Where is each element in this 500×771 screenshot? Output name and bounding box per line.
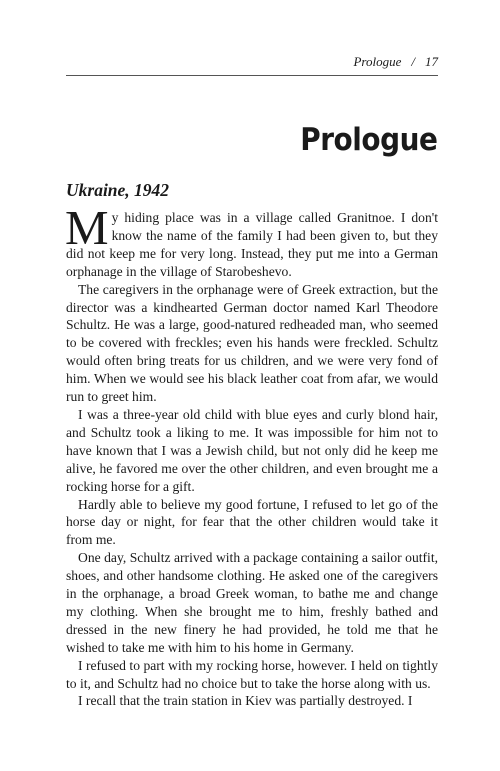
paragraph: One day, Schultz arrived with a package containing a sailor outfit, shoes, and other handsome clothing. He asked one of the caregivers in the orphanage, a broad Greek woman, to bathe me and change my clothing. When she brought me to him, freshly bathed and dressed in the new finery he had provided, he told me that he wished to take me with him to his home in Germany. <box>66 550 438 655</box>
paragraph: I recall that the train station in Kiev was partially destroyed. I <box>78 693 413 709</box>
running-header-separator: / <box>411 54 415 69</box>
page-number: 17 <box>425 54 438 69</box>
paragraph <box>65 200 438 281</box>
paragraph: I refused to part with my rocking horse, however. I held on tightly to it, and Schultz had no choice but to take the horse along with us. <box>66 657 438 691</box>
section-heading: Ukraine, 1942 <box>66 180 170 200</box>
body-text <box>65 200 438 710</box>
paragraph: Hardly able to believe my good fortune, I refused to let go of the horse day or night, for fear that the other children would take it from me. <box>66 496 438 548</box>
chapter-title: Prologue <box>300 122 438 158</box>
drop-cap: M <box>65 200 109 255</box>
running-header <box>66 54 438 76</box>
paragraph: I was a three-year old child with blue eyes and curly blond hair, and Schultz took a liking to me. It was impossible for him not to have known that I was a Jewish child, but not only did he keep me alive, he favored me over the other children, and even brought me a rocking horse for a gift. <box>66 406 438 494</box>
running-header-chapter: Prologue <box>353 54 402 69</box>
paragraph-text: y hiding place was in a village called Granitnoe. I don't know the name of the family I had been given to, but they did not keep me for very long. Instead, they put me into a German orphanage in the village of Starobeshevo. <box>66 210 438 279</box>
paragraph: The caregivers in the orphanage were of Greek extraction, but the director was a kindhearted German doctor named Karl Theodore Schultz. He was a large, good-natured redheaded man, who seemed to be covered with freckles; even his hands were freckled. Schultz would often bring treats for us children, and we were very fond of him. When we would see his black leather coat from afar, we would run to greet him. <box>66 281 438 405</box>
